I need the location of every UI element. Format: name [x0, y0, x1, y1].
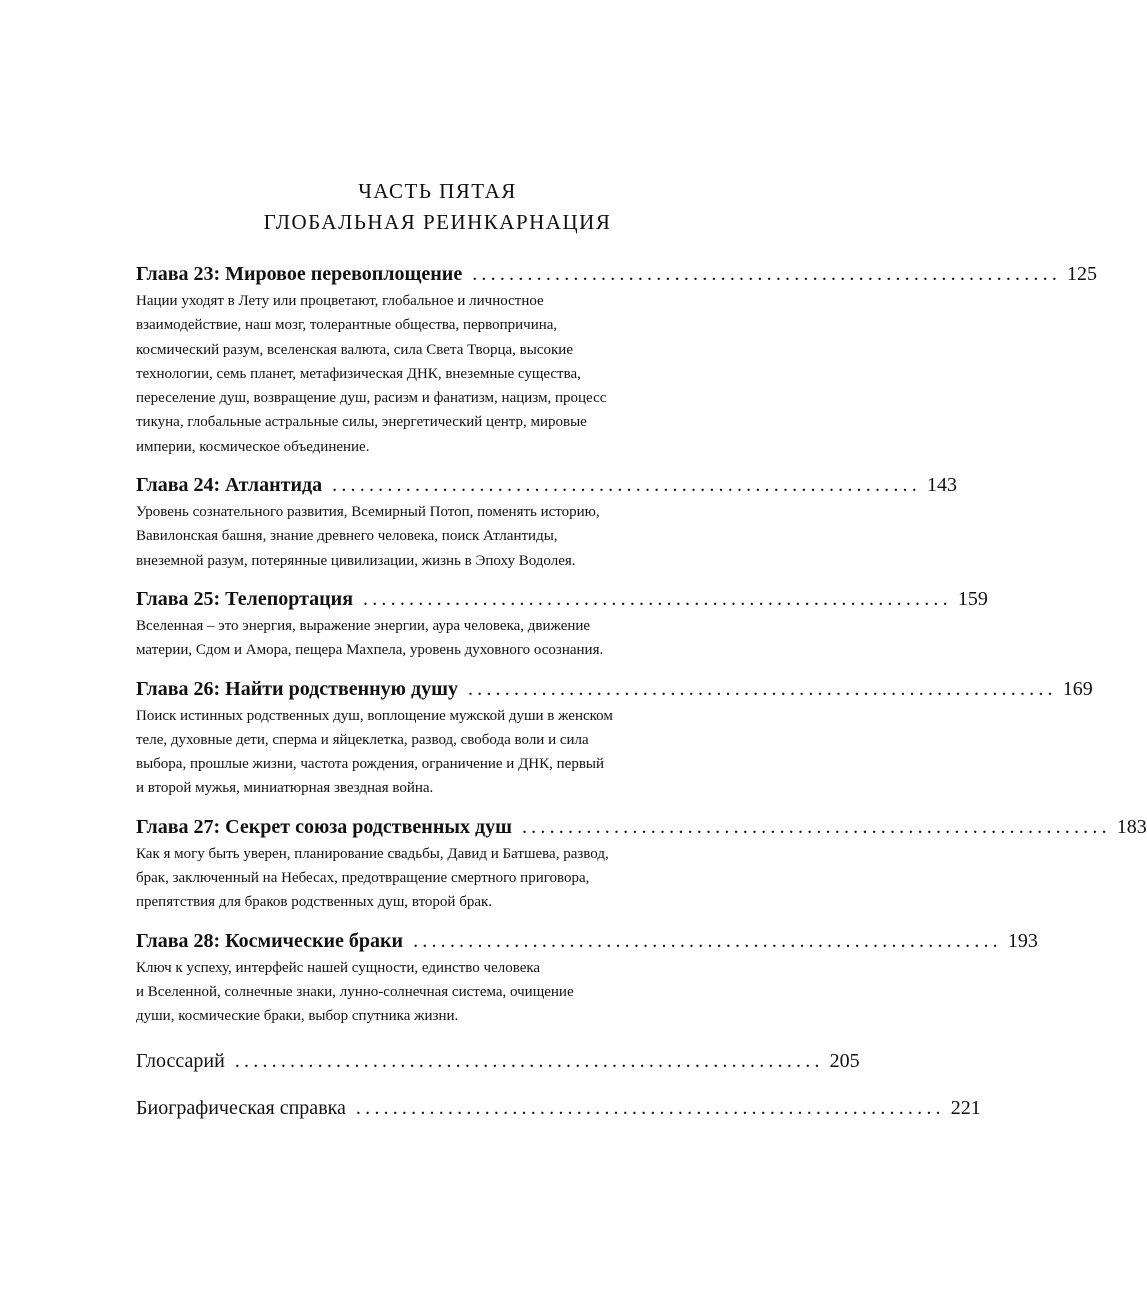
description-line: Нации уходят в Лету или процветают, глобальное и личностное	[136, 293, 544, 309]
page-number: 205	[829, 1049, 860, 1072]
chapter-description	[136, 842, 737, 915]
glossary-title[interactable]: Глоссарий	[136, 1049, 225, 1072]
toc-entry-chapter-28	[136, 929, 1038, 1029]
page-number: 125	[1067, 263, 1098, 285]
dot-leader: ................................................................	[332, 474, 921, 497]
part-title: ГЛОБАЛЬНАЯ РЕИНКАРНАЦИЯ	[263, 210, 612, 234]
description-line: Уровень сознательного развития, Всемирный Потоп, поменять историю,	[136, 504, 600, 521]
description-line: души, космические браки, выбор спутника жизни.	[136, 1008, 459, 1025]
description-line: выбора, прошлые жизни, частота рождения, ограничение и ДНК, первый	[136, 756, 605, 773]
description-line: Ключ к успеху, интерфейс нашей сущности, единство человека	[136, 959, 541, 976]
page-number: 169	[1062, 677, 1093, 700]
dot-leader: ................................................................	[413, 929, 1002, 952]
chapter-description	[136, 500, 737, 573]
description-line: Вселенная – это энергия, выражение энергии, аура человека, движение	[136, 617, 591, 634]
page-number: 159	[957, 587, 988, 610]
biography-title[interactable]: Биографическая справка	[136, 1096, 346, 1119]
chapter-title[interactable]: Глава 27: Секрет союза родственных душ	[136, 815, 512, 838]
chapter-description	[136, 956, 737, 1029]
description-line: взаимодействие, наш мозг, толерантные общества, первопричина,	[136, 317, 558, 334]
toc-entry-chapter-25	[136, 587, 988, 663]
description-line: препятствия для браков родственных душ, второй брак.	[136, 894, 493, 911]
dot-leader: ................................................................	[355, 1096, 945, 1119]
description-line: и Вселенной, солнечные знаки, лунно-солнечная система, очищение	[136, 983, 574, 1000]
description-line: переселение душ, возвращение душ, расизм и фанатизм, нацизм, процесс	[136, 390, 607, 407]
toc-entry-chapter-23	[136, 262, 1098, 459]
table-of-contents	[136, 262, 1147, 1143]
toc-entry-chapter-27	[136, 815, 1147, 915]
description-line: материи, Сдом и Амора, пещера Махпела, уровень духовного осознания.	[136, 642, 604, 659]
dot-leader: ................................................................	[472, 263, 1062, 285]
part-heading	[0, 176, 875, 238]
dot-leader: ................................................................	[363, 587, 952, 610]
chapter-title[interactable]: Глава 23: Мировое перевоплощение	[136, 263, 463, 285]
description-line: Поиск истинных родственных душ, воплощение мужской души в женском	[136, 707, 613, 724]
chapter-description	[136, 614, 737, 663]
description-line: космический разум, вселенская валюта, сила Света Творца, высокие	[136, 341, 573, 358]
chapter-description	[136, 704, 737, 801]
toc-entry-chapter-24	[136, 473, 957, 573]
description-line: Как я могу быть уверен, планирование свадьбы, Давид и Батшева, развод,	[136, 845, 609, 862]
description-line: брак, заключенный на Небесах, предотвращение смертного приговора,	[136, 870, 590, 887]
toc-entry-biography	[136, 1096, 981, 1121]
page-number: 193	[1007, 929, 1038, 952]
description-line: империи, космическое объединение.	[136, 438, 370, 455]
description-line: Вавилонская башня, знание древнего человека, поиск Атлантиды,	[136, 528, 558, 545]
chapter-description	[136, 289, 737, 459]
toc-entry-chapter-26	[136, 677, 1093, 801]
description-line: внеземной разум, потерянные цивилизации, жизнь в Эпоху Водолея.	[136, 552, 576, 569]
page-number: 183	[1116, 815, 1147, 838]
page-number: 143	[926, 474, 957, 497]
dot-leader: ................................................................	[467, 677, 1057, 700]
description-line: теле, духовные дети, сперма и яйцеклетка, развод, свобода воли и сила	[136, 731, 589, 748]
description-line: технологии, семь планет, метафизическая ДНК, внеземные существа,	[136, 365, 581, 382]
description-line: тикуна, глобальные астральные силы, энергетический центр, мировые	[136, 414, 587, 431]
chapter-title[interactable]: Глава 25: Телепортация	[136, 587, 354, 610]
page-number: 221	[950, 1096, 981, 1119]
part-label: ЧАСТЬ ПЯТАЯ	[358, 179, 517, 203]
chapter-title[interactable]: Глава 24: Атлантида	[136, 474, 323, 497]
chapter-title[interactable]: Глава 28: Космические браки	[136, 929, 404, 952]
dot-leader: ................................................................	[234, 1049, 824, 1072]
dot-leader: ................................................................	[521, 815, 1111, 838]
toc-entry-glossary	[136, 1049, 860, 1074]
description-line: и второй мужья, миниатюрная звездная война.	[136, 780, 434, 797]
chapter-title[interactable]: Глава 26: Найти родственную душу	[136, 677, 458, 700]
